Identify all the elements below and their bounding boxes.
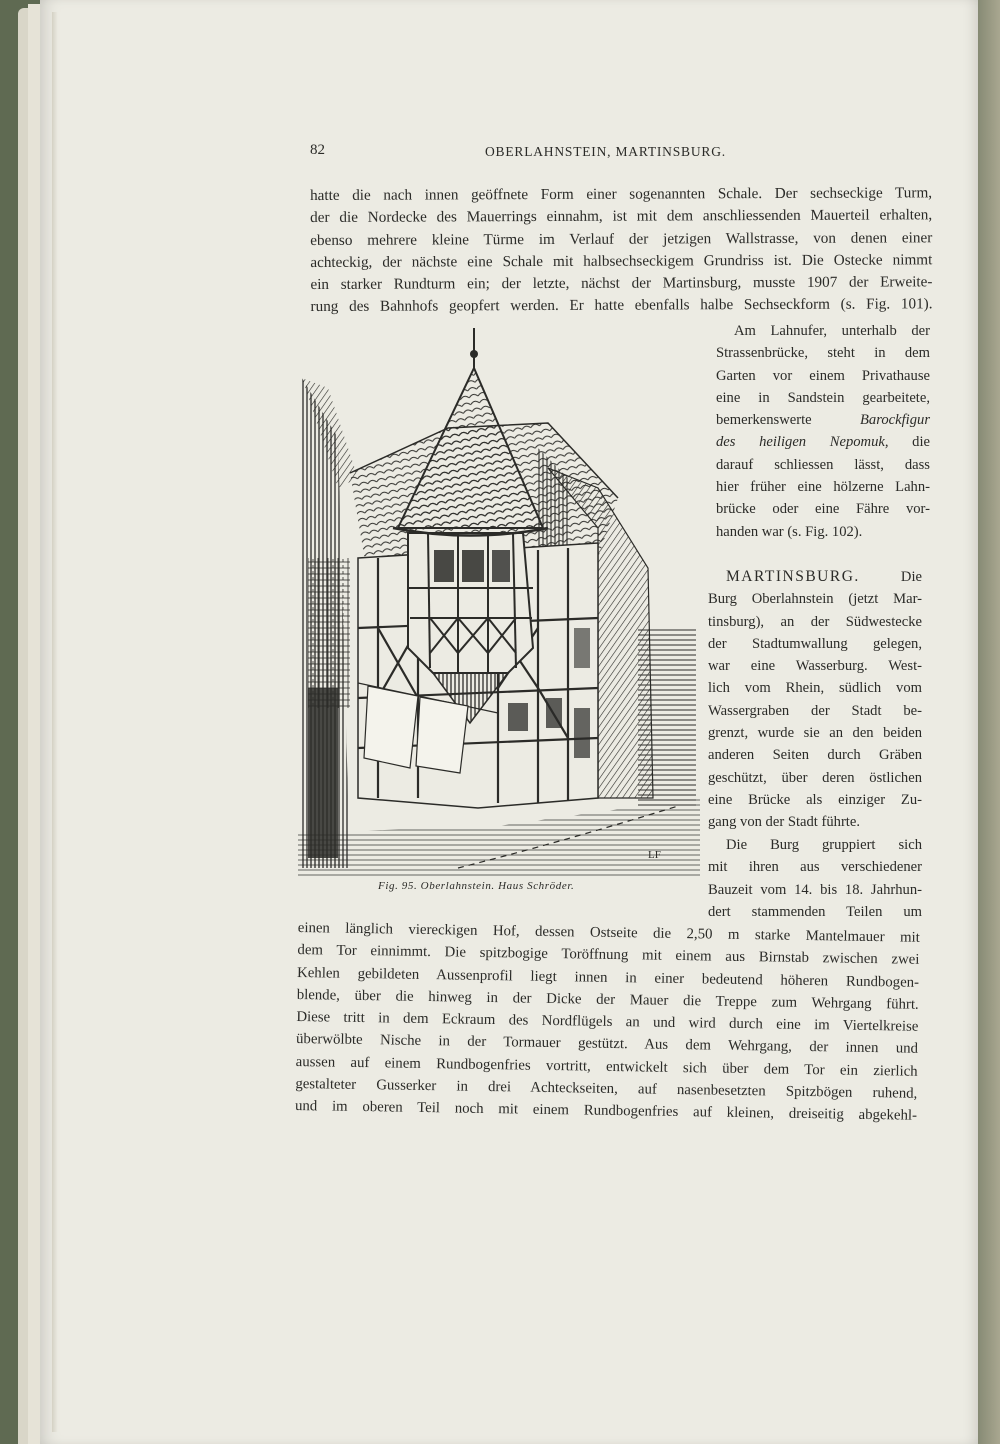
page-number: 82	[310, 142, 325, 158]
text-line: und im oberen Teil noch mit einem Rundbogenfries auf kleinen, dreiseitig abgekehl-	[294, 1098, 918, 1125]
distant-wall	[638, 628, 696, 808]
text-line: lich vom Rhein, südlich vom	[708, 680, 922, 697]
text-line: Bauzeit vom 14. bis 18. Jahrhun-	[708, 881, 922, 898]
oriel-windows	[434, 550, 510, 582]
street-ground	[298, 798, 700, 876]
paragraph-burg	[708, 834, 922, 923]
engraving-haus-schroeder	[298, 328, 700, 876]
text-line: anderen Seiten durch Gräben	[708, 747, 922, 764]
paragraph-hof	[295, 917, 920, 1127]
text-line: Garten vor einem Privathause	[716, 367, 930, 384]
paragraph-1	[310, 182, 933, 318]
finial-knob	[470, 350, 478, 358]
text-line: handen war (s. Fig. 102).	[716, 523, 863, 540]
text-line: grenzt, wurde sie an den beiden	[708, 725, 922, 742]
text-line: blende, über die hinweg in der Dicke der Mauer die Treppe zum Wehrgang führt.	[296, 986, 919, 1013]
text-line: Diese tritt in dem Eckraum des Nordflügels an und wird durch eine im Viertelkreise	[296, 1009, 919, 1035]
text-line: Wassergraben der Stadt be-	[708, 702, 922, 719]
italic-text: des heiligen Nepomuk,	[716, 434, 889, 451]
text-fragment: Die	[900, 569, 922, 585]
text-line: eine in Sandstein gearbeitete,	[716, 389, 930, 406]
text-line: hatte die nach innen geöffnete Form einer sogenannten Schale. Der sechseckige Turm,	[310, 184, 933, 204]
text-line: ein starker Rundturm ein; der letzte, nächst der Martinsburg, musste 1907 der Erweite-	[310, 273, 933, 294]
page-header-title: OBERLAHNSTEIN, MARTINSBURG.	[485, 144, 726, 159]
text-line: dert stammenden Teilen um	[708, 903, 922, 920]
text-line: ebenso mehrere kleine Türme im Verlauf der jetzigen Wallstrasse, von denen einer	[310, 228, 933, 249]
text-line: geschützt, über deren östlichen	[708, 769, 922, 786]
text-fragment: die	[912, 434, 930, 451]
text-line: aussen auf einem Rundbogenfries vortritt, entwickelt sich über dem Tor ein zierlich	[295, 1053, 918, 1080]
text-line: Am Lahnufer, unterhalb der	[734, 323, 930, 339]
text-line: tinsburg), an der Südwestecke	[708, 613, 922, 630]
text-line: der die Nordecke des Mauerrings einnahm, ist mit dem anschliessenden Mauerteil erhalten,	[310, 206, 933, 227]
text-line: der Stadtumwallung gelegen,	[708, 635, 922, 652]
running-head	[310, 142, 930, 162]
text-line: eine Brücke als einziger Zu-	[708, 791, 922, 808]
text-line	[716, 409, 930, 431]
text-line: brücke oder eine Fähre vor-	[716, 501, 930, 518]
page-gutter-shadow	[52, 12, 58, 1432]
left-brick-wall	[308, 558, 350, 708]
text-line: dem Tor einnimmt. Die spitzbogige Toröffnung mit einem aus Birnstab zwischen zwei	[297, 942, 920, 969]
text-line: Strassenbrücke, steht in dem	[716, 345, 930, 362]
text-line: Burg Oberlahnstein (jetzt Mar-	[708, 591, 922, 608]
text-line: Kehlen gebildeten Aussenprofil liegt innen in einer bedeutend höheren Rundbogen-	[297, 964, 920, 991]
paragraph-nepomuk	[716, 320, 930, 543]
text-line: achteckig, der nächste eine Schale mit halbsechseckigem Grundriss ist. Die Ostecke nimmt	[310, 251, 933, 271]
section-heading: MARTINSBURG.	[726, 568, 860, 585]
text-line: einen länglich viereckigen Hof, dessen Ostseite die 2,50 m starke Mantelmauer mit	[297, 919, 920, 946]
text-line: hier früher eine hölzerne Lahn-	[716, 479, 930, 496]
text-line	[716, 431, 930, 453]
text-line: rung des Bahnhofs geopfert werden. Er hatte ebenfalls halbe Sechseckform (s. Fig. 101).	[310, 295, 933, 316]
text-fragment: bemerkenswerte	[716, 412, 812, 429]
text-line: überwölbte Nische in der Tormauer gestützt. Aus dem Wehrgang, der innen und	[295, 1031, 919, 1058]
figure-caption: Fig. 95. Oberlahnstein. Haus Schröder.	[378, 880, 575, 892]
text-line: gang von der Stadt führte.	[708, 814, 860, 831]
italic-text: Barockfigur	[860, 412, 930, 429]
text-line	[708, 566, 922, 588]
text-line: darauf schliessen lässt, dass	[716, 456, 930, 473]
text-line: war eine Wasserburg. West-	[708, 658, 922, 675]
text-line: mit ihren aus verschiedener	[708, 859, 922, 876]
text-line: gestalteter Gusserker in drei Achteckseiten, auf nasenbesetzten Spitzbögen ruhend,	[295, 1076, 918, 1102]
paragraph-martinsburg	[708, 566, 922, 834]
text-line: Die Burg gruppiert sich	[726, 837, 922, 853]
artist-monogram: LF	[648, 849, 661, 861]
